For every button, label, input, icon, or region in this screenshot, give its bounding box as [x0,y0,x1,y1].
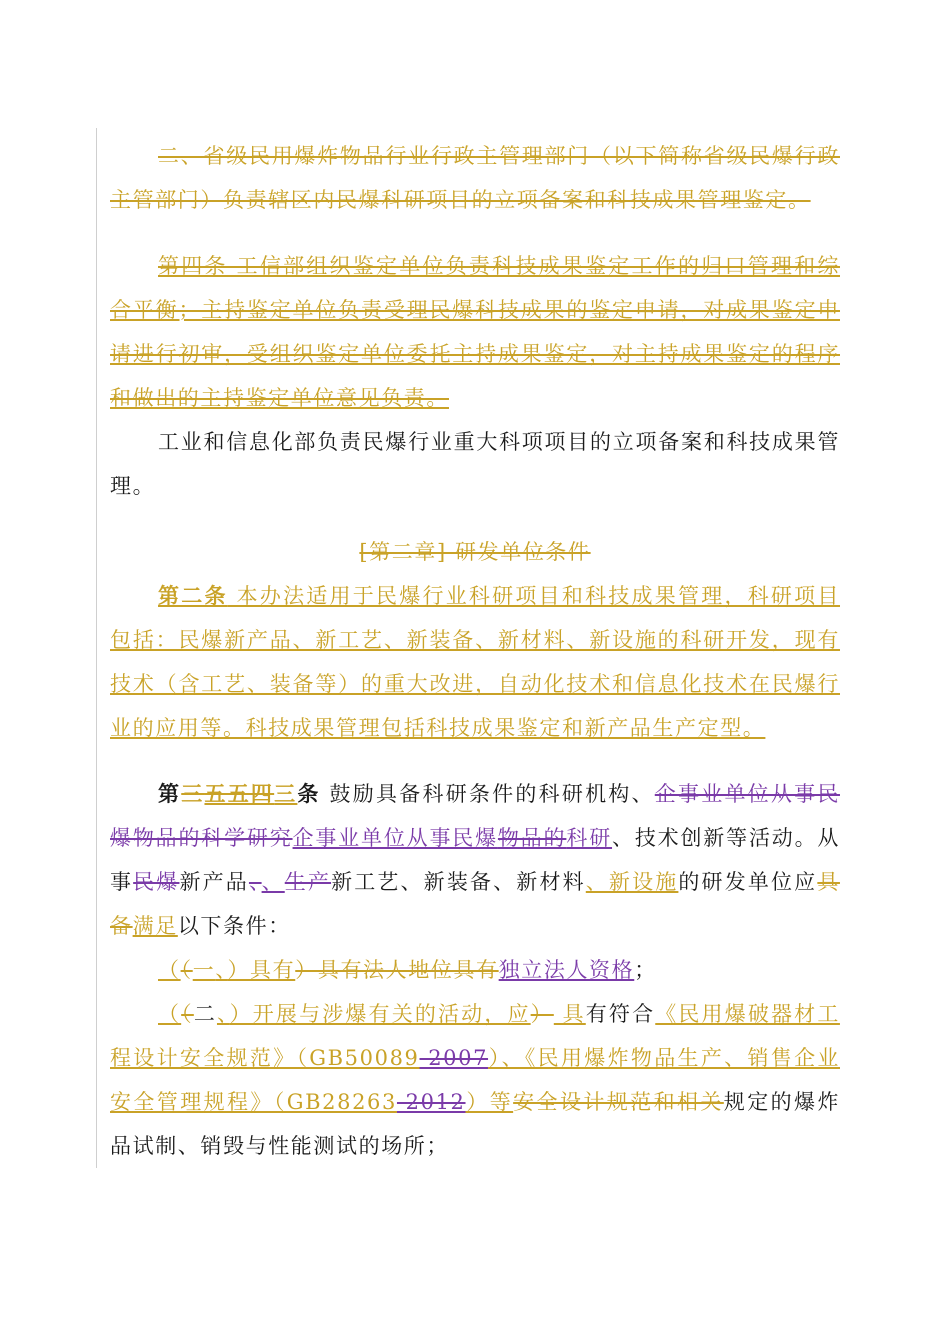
deleted-text: 二、省级民用爆炸物品行业行政主管理部门（以下简称省级民爆行政主管部门）负责辖区内民爆科研项目的立项备案和科技成果管理鉴定。 [110,144,840,212]
item-1-c: 一 [192,958,216,982]
item-1-f: ）具有法人地位具有 [295,958,499,982]
item-1-g: 独立法人资格 [498,958,635,982]
article-3-t10: 、 [261,870,285,894]
item-2-paragraph [110,992,840,1168]
document-page [110,134,840,1168]
article-3-t2: 企事业单位从事民爆物品的科学研究 [110,782,840,850]
revision-margin-line [96,128,97,1168]
article-3-t4: 物品的 [497,826,567,850]
article-4-paragraph [110,244,840,420]
item-2-b: （ [181,1002,194,1026]
article-3-t9: 、 [248,870,262,894]
article-2-paragraph [110,574,840,750]
item-2-h: 有符合 [585,1002,656,1026]
item-1-e: ）具有 [227,958,296,982]
item-2-m: ）等 [465,1090,514,1114]
article-3-t3: 企事业单位从事民爆 [292,826,498,850]
item-2-g: 具 [553,1002,586,1026]
item-2-f: ） [530,1002,554,1026]
item-2-c: 二 [193,1002,217,1026]
article-3-label-d: 三 [274,781,298,806]
item-2-d: 、 [216,1002,230,1026]
item-2-e: ）开展与涉爆有关的活动，应 [229,1002,531,1026]
item-2-a: （ [158,1002,182,1026]
article-3-paragraph [110,772,840,948]
article-3-t7: 民爆 [133,870,180,894]
article-3-t13: 、新设施 [585,870,679,894]
item-1-b: （ [180,958,193,982]
article-3-label-a: 第 [158,781,182,806]
item-2-i: 《民用爆破器材工程设计安全规范》（GB50089 [110,1002,840,1070]
article-3-t14: 的研发单位应 [678,870,818,894]
article-3-t5: 科研 [566,826,613,850]
article-3-label-e: 条 [297,781,321,806]
article-2-text: 本办法适用于民爆行业科研项目和科技成果管理，科研项目包括：民爆新产品、新工艺、新装备、新材料、新设施的科研开发，现有技术（含工艺、装备等）的重大改进，自动化技术和信息化技术在民爆行业的应用等。科技成果管理包括科技成果鉴定和新产品生产定型。 [110,584,840,740]
miit-paragraph: 工业和信息化部负责民爆行业重大科项项目的立项备案和科技成果管理。 [110,430,840,498]
item-1-paragraph [110,948,840,992]
clause-2-2-paragraph [110,134,840,222]
item-2-o: 规定的爆炸品试制、销毁与性能测试的场所； [110,1090,841,1158]
chapter-heading [110,530,840,574]
article-3-t8: 新产品 [179,870,249,894]
item-1-d: 、 [215,958,228,982]
item-1-a: （ [158,958,181,982]
item-2-j: -2007 [419,1046,489,1070]
article-3-t15: 具备 [110,870,840,938]
article-3-t17: 以下条件： [177,914,291,938]
article-3-t1: 鼓励具备科研条件的科研机构、 [320,782,655,806]
article-3-t12: 新工艺、新装备、新材料 [331,870,586,894]
article-2-label: 第二条 [158,583,228,608]
article-3-t6: 、技术创新等活动。从事 [110,826,840,894]
inserted-deleted-text: 第四条 工信部组织鉴定单位负责科技成果鉴定工作的归口管理和综合平衡；主持鉴定单位负责受理民爆科技成果的鉴定申请，对成果鉴定申请进行初审，受组织鉴定单位委托主持成果鉴定，对主持成果鉴定的程序和做出的主持鉴定单位意见负责。 [110,254,840,410]
item-1-h: ； [634,958,657,982]
deleted-heading-text: [第二章] 研发单位条件 [359,540,591,564]
item-2-k: ）、《民用爆炸物品生产、销售企业安全管理规程》（GB28263 [110,1046,840,1114]
article-3-t11: 生产 [284,870,332,894]
article-3-label-b: 三 [181,781,205,806]
item-2-l: -2012 [396,1090,466,1114]
article-3-t16: 满足 [132,914,178,938]
item-2-n: 安全设计规范和相关 [513,1090,724,1114]
article-3-label-c: 五五四 [204,781,275,806]
